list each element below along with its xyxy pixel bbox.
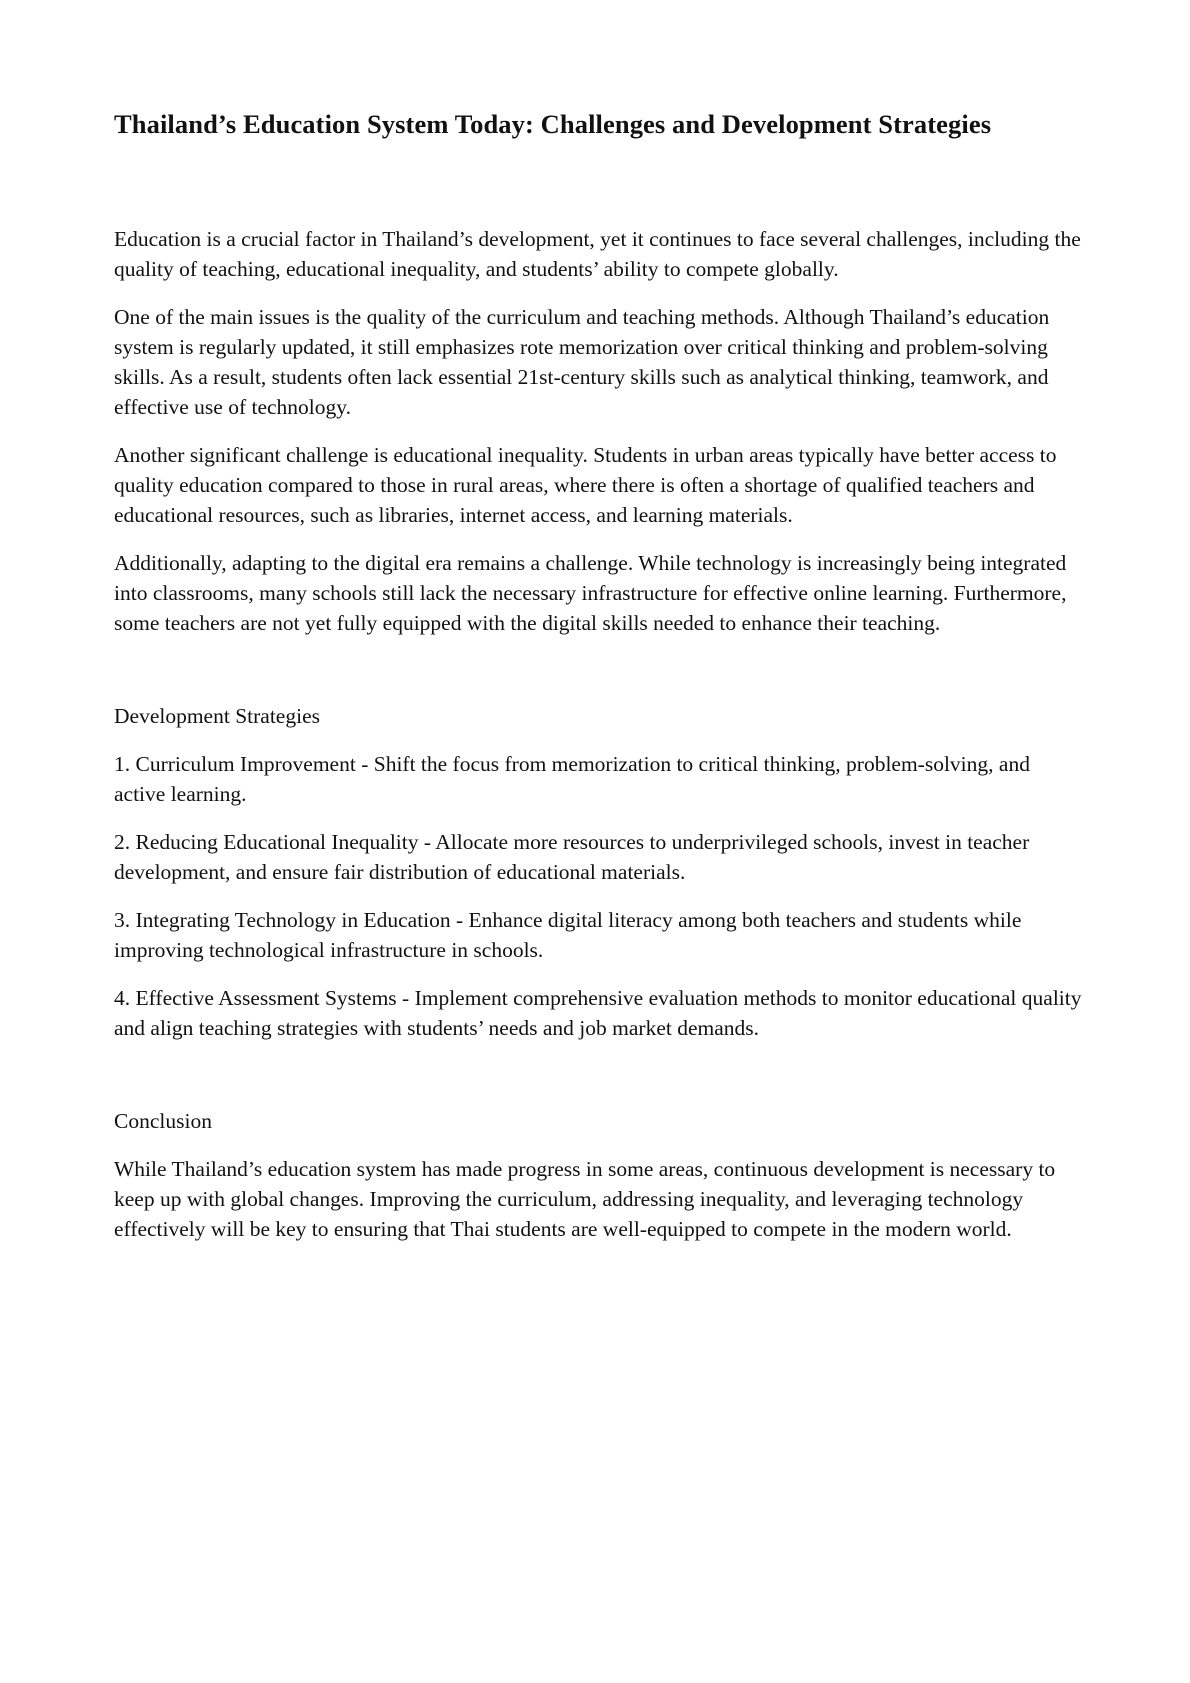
strategies-heading: Development Strategies (114, 704, 320, 729)
intro-paragraph: Additionally, adapting to the digital era remains a challenge. While technology is increasingly being integrated into classrooms, many schools still lack the necessary infrastructure for effective online learning. Furthermore, some teachers are not yet fully equipped with the digital skills needed to enhance their teaching. (114, 551, 1067, 636)
strategy-item: 1. Curriculum Improvement - Shift the focus from memorization to critical thinking, problem-solving, and active learning. (114, 752, 1030, 807)
intro-paragraph: One of the main issues is the quality of the curriculum and teaching methods. Although Thailand’s education system is regularly updated, it still emphasizes rote memorization over critical thinking and problem-solving skills. As a result, students often lack essential 21st-century skills such as analytical thinking, teamwork, and effective use of technology. (114, 305, 1050, 420)
document-title: Thailand’s Education System Today: Challenges and Development Strategies (114, 109, 992, 139)
document-content (114, 108, 1086, 1262)
strategies-section (114, 701, 1086, 1043)
strategy-item: 2. Reducing Educational Inequality - Allocate more resources to underprivileged schools, invest in teacher development, and ensure fair distribution of educational materials. (114, 830, 1030, 885)
strategy-item: 3. Integrating Technology in Education - Enhance digital literacy among both teachers and students while improving technological infrastructure in schools. (114, 908, 1022, 963)
conclusion-heading: Conclusion (114, 1109, 212, 1134)
strategy-item: 4. Effective Assessment Systems - Implement comprehensive evaluation methods to monitor educational quality and align teaching strategies with students’ needs and job market demands. (114, 986, 1082, 1041)
intro-section (114, 224, 1086, 638)
conclusion-paragraph: While Thailand’s education system has made progress in some areas, continuous development is necessary to keep up with global changes. Improving the curriculum, addressing inequality, and leveraging technology effectively will be key to ensuring that Thai students are well-equipped to compete in the modern world. (114, 1157, 1056, 1242)
intro-paragraph: Education is a crucial factor in Thailand’s development, yet it continues to face several challenges, including the quality of teaching, educational inequality, and students’ ability to compete globally. (114, 227, 1081, 282)
intro-paragraph: Another significant challenge is educational inequality. Students in urban areas typically have better access to quality education compared to those in rural areas, where there is often a shortage of qualified teachers and educational resources, such as libraries, internet access, and learning materials. (114, 443, 1057, 528)
conclusion-section (114, 1106, 1086, 1244)
